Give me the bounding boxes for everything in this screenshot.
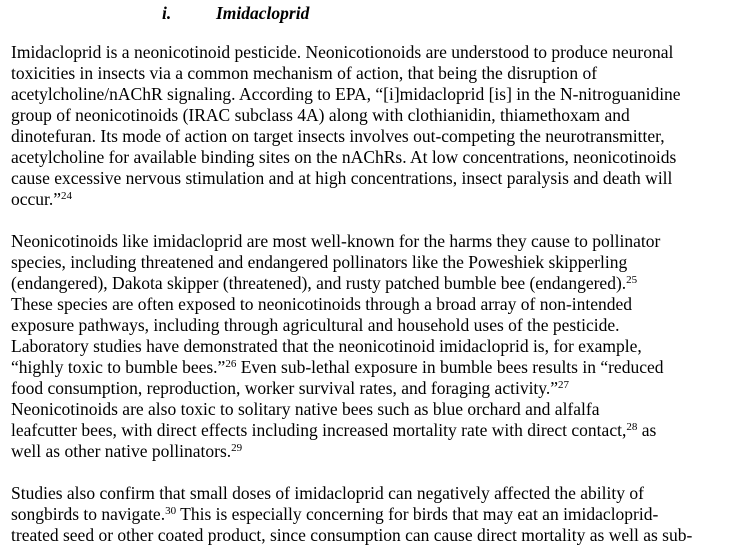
text-line: [11, 504, 739, 525]
text-line: [11, 357, 739, 378]
footnote-ref[interactable]: 24: [61, 190, 73, 202]
line-text: (endangered), Dakota skipper (threatened), and rusty patched bumble bee (endangered).: [11, 273, 627, 293]
text-line: [11, 126, 739, 147]
line-text: This is especially concerning for birds that may eat an imidacloprid-: [176, 504, 659, 524]
section-title: Imidacloprid: [216, 3, 310, 23]
footnote-ref[interactable]: 27: [558, 379, 570, 391]
text-line: [11, 84, 739, 105]
paragraph: [11, 42, 739, 210]
line-text: as: [637, 420, 657, 440]
line-text: dinotefuran. Its mode of action on target insects involves out-competing the neurotransmitter,: [11, 126, 665, 146]
footnote-ref[interactable]: 28: [626, 421, 638, 433]
text-line: [11, 294, 739, 315]
line-text: treated seed or other coated product, since consumption can cause direct mortality as well as sub-: [11, 525, 693, 545]
line-text: Neonicotinoids like imidacloprid are most well-known for the harms they cause to pollinator: [11, 231, 661, 251]
line-text: species, including threatened and endangered pollinators like the Poweshiek skipperling: [11, 252, 628, 272]
text-line: [11, 147, 739, 168]
text-line: [11, 525, 739, 546]
line-text: acetylcholine/nAChR signaling. According to EPA, “[i]midacloprid [is] in the N-nitroguanidine: [11, 84, 681, 104]
paragraph: [11, 231, 739, 462]
text-line: [11, 168, 739, 189]
line-text: Laboratory studies have demonstrated that the neonicotinoid imidacloprid is, for example,: [11, 336, 642, 356]
text-line: [11, 231, 739, 252]
line-text: songbirds to navigate.: [11, 504, 166, 524]
line-text: Even sub-lethal exposure in bumble bees results in “reduced: [236, 357, 664, 377]
line-text: cause excessive nervous stimulation and at high concentrations, insect paralysis and death will: [11, 168, 673, 188]
text-line: [11, 105, 739, 126]
footnote-ref[interactable]: 26: [225, 358, 237, 370]
line-text: occur.”: [11, 189, 62, 209]
footnote-ref[interactable]: 30: [165, 505, 177, 517]
line-text: These species are often exposed to neonicotinoids through a broad array of non-intended: [11, 294, 633, 314]
text-line: [11, 252, 739, 273]
line-text: leafcutter bees, with direct effects including increased mortality rate with direct contact,: [11, 420, 627, 440]
section-number: i.: [162, 3, 172, 23]
footnote-ref[interactable]: 25: [626, 274, 638, 286]
text-line: [11, 63, 739, 84]
text-line: [11, 315, 739, 336]
line-text: Imidacloprid is a neonicotinoid pesticide. Neonicotionoids are understood to produce neuronal: [11, 42, 674, 62]
line-text: toxicities in insects via a common mechanism of action, that being the disruption of: [11, 63, 598, 83]
line-text: exposure pathways, including through agricultural and household uses of the pesticide.: [11, 315, 620, 335]
line-text: “highly toxic to bumble bees.”: [11, 357, 226, 377]
text-line: [11, 483, 739, 504]
text-line: [11, 273, 739, 294]
line-text: food consumption, reproduction, worker survival rates, and foraging activity.”: [11, 378, 559, 398]
line-text: group of neonicotinoids (IRAC subclass 4A) along with clothianidin, thiamethoxam and: [11, 105, 630, 125]
line-text: Studies also confirm that small doses of imidacloprid can negatively affected the ability of: [11, 483, 644, 503]
text-line: [11, 441, 739, 462]
line-text: well as other native pollinators.: [11, 441, 232, 461]
text-line: [11, 336, 739, 357]
footnote-ref[interactable]: 29: [231, 442, 243, 454]
line-text: Neonicotinoids are also toxic to solitary native bees such as blue orchard and alfalfa: [11, 399, 600, 419]
text-line: [11, 189, 739, 210]
text-line: [11, 378, 739, 399]
paragraph: [11, 483, 739, 546]
line-text: acetylcholine for available binding sites on the nAChRs. At low concentrations, neonicotinoids: [11, 147, 677, 167]
text-line: [11, 420, 739, 441]
text-line: [11, 399, 739, 420]
text-line: [11, 42, 739, 63]
